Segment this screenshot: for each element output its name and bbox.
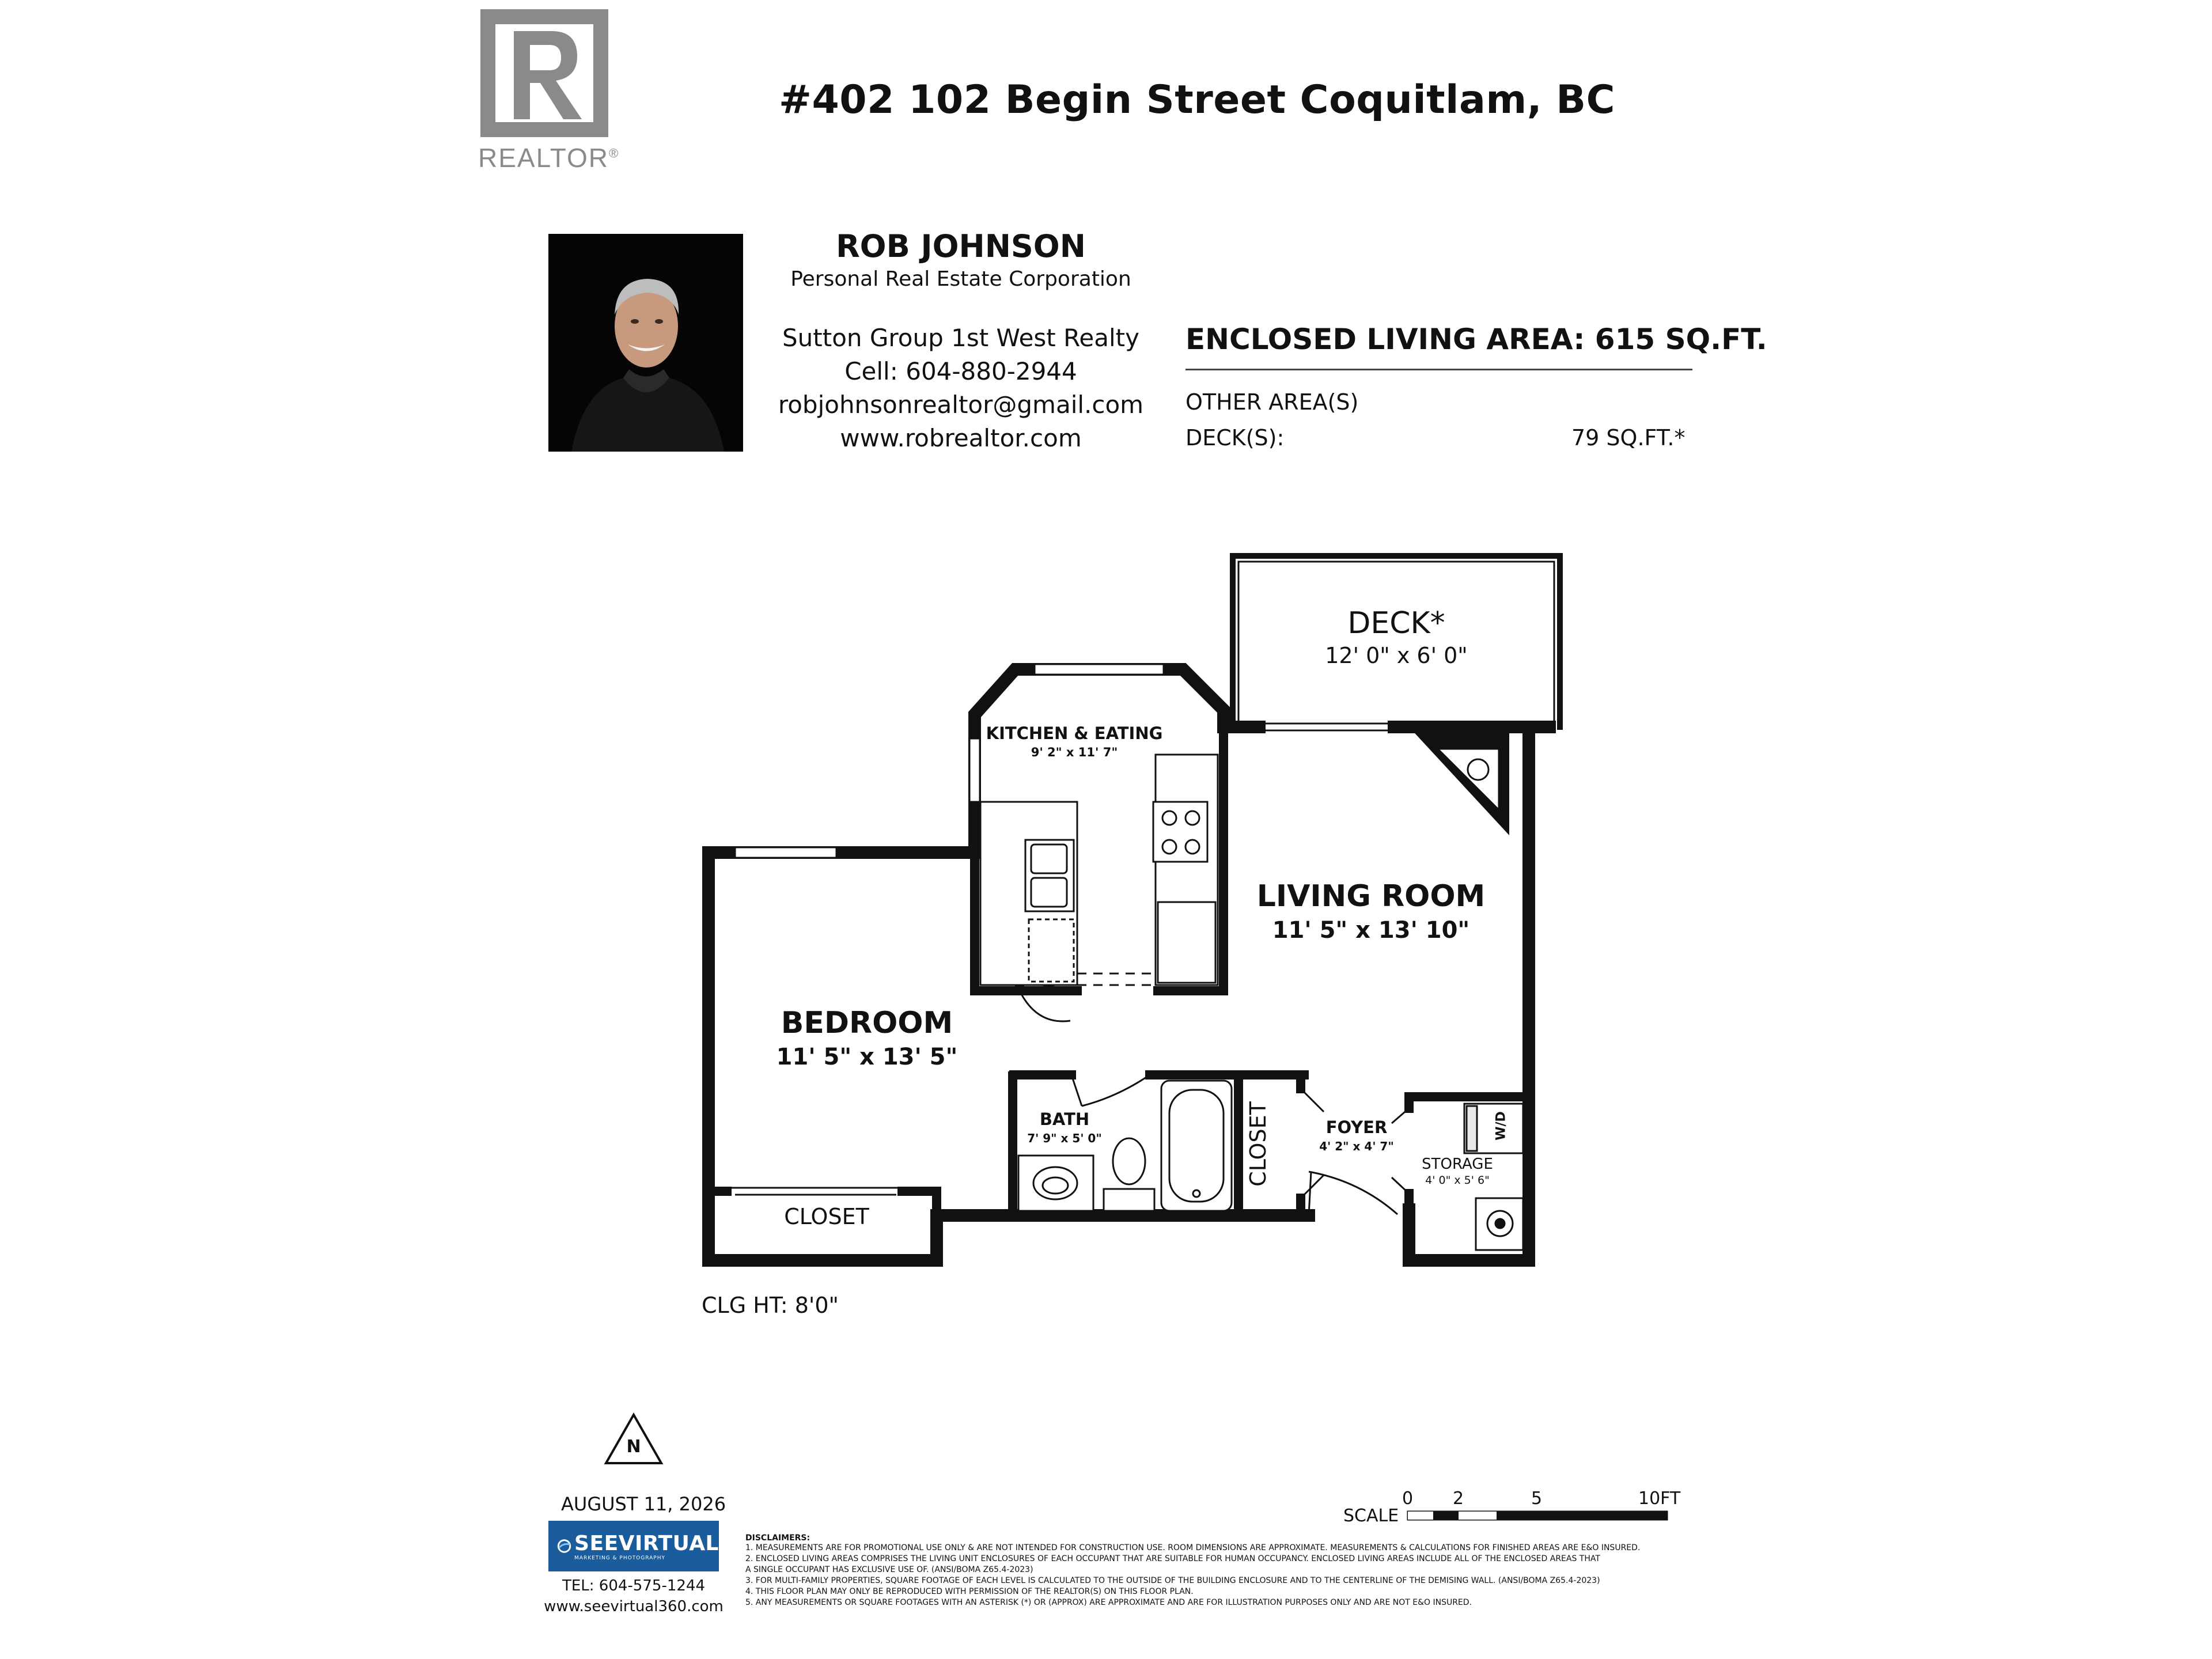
foyer-name: FOYER <box>1325 1118 1388 1137</box>
scale-label: SCALE <box>1343 1506 1399 1526</box>
kitchen-sink-basin-a <box>1031 844 1067 873</box>
bedroom-label <box>726 1006 1008 1070</box>
realtor-logo-word: REALTOR <box>478 143 609 173</box>
fireplace-inner <box>1438 749 1499 810</box>
disclaimer-line: 5. ANY MEASUREMENTS OR SQUARE FOOTAGES WITH AN ASTERISK (*) OR (APPROX) ARE APPROXIMATE AND ARE FOR ILLUSTRATION PURPOSES ONLY AND ARE NOT E&O INSURED. <box>745 1598 1472 1607</box>
living-room-label <box>1227 879 1515 944</box>
kitchen-side-window <box>969 738 980 802</box>
kitchen-island-dashed <box>1077 974 1158 985</box>
bedroom-closet-label: CLOSET <box>784 1204 869 1229</box>
toilet-tank <box>1104 1189 1154 1211</box>
bath-sink-inner <box>1043 1177 1068 1194</box>
seevirtual-swirl-icon <box>556 1525 572 1567</box>
other-areas-heading: OTHER AREA(S) <box>1185 389 1359 415</box>
kitchen-label <box>979 724 1169 759</box>
realtor-logo-mark-symbol: ® <box>609 146 620 161</box>
seevirtual-website[interactable]: www.seevirtual360.com <box>544 1598 724 1615</box>
bathtub-inner <box>1169 1090 1224 1202</box>
kitchen-fixtures <box>980 755 1218 985</box>
bath-fixtures <box>1018 1081 1232 1211</box>
deck-name: DECK* <box>1347 606 1445 641</box>
washer-dryer-label: W/D <box>1494 1111 1509 1141</box>
stove-burner-4 <box>1185 840 1199 854</box>
deck-area-label: DECK(S): <box>1185 425 1285 450</box>
bath-dims: 7' 9" x 5' 0" <box>1027 1131 1102 1145</box>
seevirtual-tel[interactable]: TEL: 604-575-1244 <box>562 1577 705 1594</box>
kitchen-sink-basin-b <box>1031 878 1067 907</box>
stove-burner-1 <box>1162 811 1176 825</box>
kitchen-dims: 9' 2" x 11' 7" <box>1031 745 1118 759</box>
bedroom-name: BEDROOM <box>781 1006 953 1040</box>
scale-tick-10: 10FT <box>1638 1488 1681 1509</box>
closet-vertical-label: CLOSET <box>1245 1101 1271 1187</box>
storage-dims: 4' 0" x 5' 6" <box>1425 1174 1490 1187</box>
agent-cell[interactable]: Cell: 604-880-2944 <box>844 357 1077 385</box>
stove-burner-3 <box>1162 840 1176 854</box>
water-heater-inner <box>1495 1219 1505 1228</box>
kitchen-window <box>1035 664 1164 675</box>
foyer-dims: 4' 2" x 4' 7" <box>1319 1139 1394 1153</box>
bedroom-dims: 11' 5" x 13' 5" <box>776 1044 958 1070</box>
disclaimer-line: 4. THIS FLOOR PLAN MAY ONLY BE REPRODUCED WITH PERMISSION OF THE REALTOR(S) ON THIS FLOOR PLAN. <box>745 1587 1194 1596</box>
living-room-name: LIVING ROOM <box>1256 879 1486 914</box>
bedroom-closet-sliding-door <box>730 1188 899 1195</box>
washer-dryer-panel <box>1467 1106 1477 1151</box>
seevirtual-tagline: MARKETING & PHOTOGRAPHY <box>574 1555 665 1561</box>
plan-date: AUGUST 11, 2026 <box>561 1493 726 1515</box>
scale-bar <box>1408 1512 1667 1520</box>
bedroom-window <box>735 847 836 858</box>
dishwasher <box>1029 919 1074 982</box>
agent-name: ROB JOHNSON <box>836 228 1086 264</box>
deck-area-value: 79 SQ.FT.* <box>1571 425 1685 450</box>
storage-label <box>1411 1156 1503 1187</box>
seevirtual-name: SEEVIRTUAL <box>574 1531 719 1555</box>
disclaimers-heading: DISCLAIMERS: <box>745 1533 810 1543</box>
deck-sliding-door <box>1262 724 1393 730</box>
agent-email[interactable]: robjohnsonrealtor@gmail.com <box>778 391 1144 419</box>
kitchen-name: KITCHEN & EATING <box>986 724 1163 743</box>
fireplace <box>1409 727 1509 835</box>
property-address-title: #402 102 Begin Street Coquitlam, BC <box>779 77 1615 123</box>
scale-tick-2: 2 <box>1453 1488 1464 1509</box>
bath-name: BATH <box>1039 1109 1090 1129</box>
north-letter: N <box>626 1437 641 1457</box>
disclaimer-line: A SINGLE OCCUPANT HAS EXCLUSIVE USE OF. (ANSI/BOMA Z65.4-2023) <box>745 1565 1033 1574</box>
stove-burner-2 <box>1185 811 1199 825</box>
disclaimer-line: 2. ENCLOSED LIVING AREAS COMPRISES THE LIVING UNIT ENCLOSURES OF EACH OCCUPANT THAT ARE SUITABLE FOR HUMAN OCCUPANCY. ENCLOSED LIVING AREAS INCLUDE ALL OF THE ENCLOSED AREAS THAT <box>745 1554 1600 1563</box>
agent-corporation: Personal Real Estate Corporation <box>790 267 1131 291</box>
seevirtual-logo <box>548 1521 719 1571</box>
entry-door <box>1309 1172 1397 1215</box>
disclaimer-line: 1. MEASUREMENTS ARE FOR PROMOTIONAL USE ONLY & ARE NOT INTENDED FOR CONSTRUCTION USE. ROOM DIMENSIONS ARE APPROXIMATE. MEASUREMENTS & CALCULATIONS FOR FINISHED AREAS ARE E&O INSURED. <box>745 1543 1641 1552</box>
ceiling-height: CLG HT: 8'0" <box>702 1293 839 1318</box>
storage-name: STORAGE <box>1422 1156 1493 1173</box>
bath-door <box>1071 1075 1150 1106</box>
disclaimer-line: 3. FOR MULTI-FAMILY PROPERTIES, SQUARE FOOTAGE OF EACH LEVEL IS CALCULATED TO THE OUTSIDE OF THE BUILDING ENCLOSURE AND TO THE CENTERLINE OF THE DEMISING WALL. (ANSI/BOMA Z65.4-2023) <box>745 1576 1600 1585</box>
stove <box>1153 802 1207 862</box>
scale-tick-5: 5 <box>1531 1488 1543 1509</box>
scale-tick-0: 0 <box>1402 1488 1414 1509</box>
bath-label <box>1018 1109 1111 1145</box>
toilet-bowl <box>1113 1138 1145 1184</box>
enclosed-living-area: ENCLOSED LIVING AREA: 615 SQ.FT. <box>1185 323 1767 356</box>
agent-website[interactable]: www.robrealtor.com <box>840 424 1082 452</box>
refrigerator <box>1158 902 1215 983</box>
deck-label <box>1233 606 1560 668</box>
deck-dims: 12' 0" x 6' 0" <box>1325 643 1468 668</box>
foyer-label <box>1308 1118 1406 1153</box>
agent-brokerage: Sutton Group 1st West Realty <box>782 324 1139 352</box>
bathtub-drain <box>1193 1190 1200 1197</box>
disclaimers <box>745 1533 1690 1608</box>
living-room-dims: 11' 5" x 13' 10" <box>1272 917 1470 944</box>
